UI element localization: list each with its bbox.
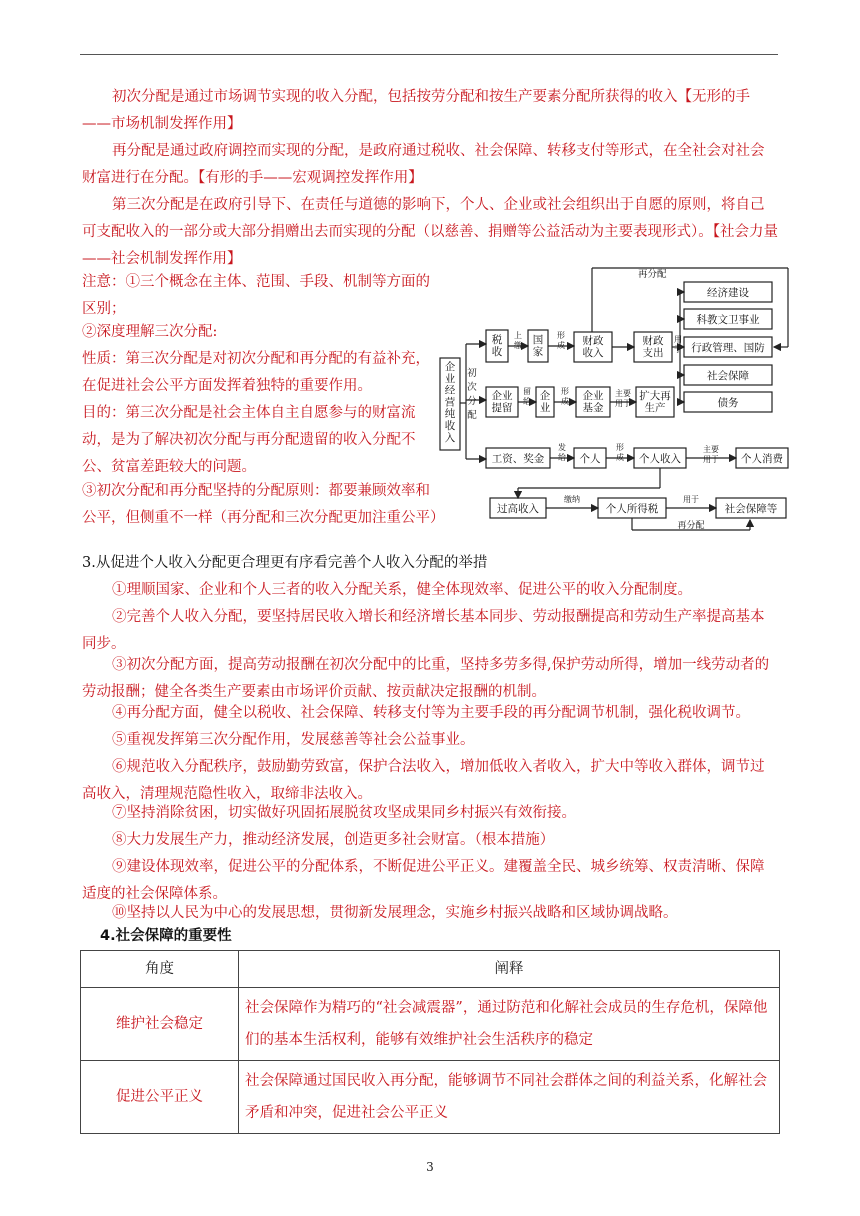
- social-security-table: [80, 950, 780, 1134]
- note-5: ③初次分配和再分配坚持的分配原则：都要兼顾效率和公平，但侧重不一样（再分配和三次分配更加注重公平）: [82, 483, 445, 526]
- section-4-heading: 4.社会保障的重要性: [100, 928, 232, 944]
- source-label: 企业经营纯收入: [444, 361, 456, 444]
- use-5-label: 债务: [717, 397, 739, 409]
- paragraph-redistribution: 再分配是通过政府调控而实现的分配，是政府通过税收、社会保障、转移支付等形式，在全社会对社会财富进行在分配。【有形的手——宏观调控发挥作用】: [82, 143, 765, 186]
- table-row: [81, 1061, 780, 1134]
- note-4: 目的：第三次分配是社会主体自主自愿参与的财富流动，是为了解决初次分配与再分配遗留的收入分配不公、贫富差距较大的问题。: [82, 405, 416, 475]
- section-3-item: ④再分配方面，健全以税收、社会保障、转移支付等为主要手段的再分配调节机制，强化税收调节。: [112, 705, 750, 721]
- section-3-heading: 3.从促进个人收入分配更合理更有序看完善个人收入分配的举措: [82, 555, 488, 571]
- table-row: [81, 988, 780, 1061]
- issue-to-label: 发给: [558, 443, 566, 462]
- section-3-item: ⑧大力发展生产力，推动经济发展，创造更多社会财富。（根本措施）: [112, 832, 555, 848]
- used-for-label-2: 用于: [683, 495, 699, 504]
- header-rule: [80, 54, 778, 55]
- mainly-used-for-label: 主要用于: [615, 389, 631, 408]
- form-label-2: 形成: [561, 387, 569, 406]
- header-angle: 角度: [81, 951, 239, 988]
- social-security-etc-label: 社会保障等: [724, 503, 778, 515]
- section-3-item: ③初次分配方面，提高劳动报酬在初次分配中的比重，坚持多劳多得,保护劳动所得，增加一线劳动者的劳动报酬；健全各类生产要素由市场评价贡献、按贡献决定报酬的机制。: [82, 657, 770, 700]
- use-1-label: 经济建设: [707, 287, 749, 299]
- note-3: 性质：第三次分配是对初次分配和再分配的有益补充，在促进社会公平方面发挥着独特的重要作用。: [82, 351, 430, 394]
- explanation-cell: 社会保障通过国民收入再分配，能够调节不同社会群体之间的利益关系，化解社会矛盾和冲突，促进社会公平正义: [239, 1061, 780, 1134]
- tax-label: 税收: [491, 334, 503, 358]
- section-3-item: ⑥规范收入分配秩序，鼓励勤劳致富，保护合法收入，增加低收入者收入，扩大中等收入群体，调节过高收入，清理规范隐性收入，取缔非法收入。: [82, 759, 765, 802]
- use-4-label: 社会保障: [707, 370, 749, 382]
- expand-production-label: 扩大再生产: [639, 390, 671, 414]
- used-for-label: 用于: [674, 335, 682, 354]
- enterprise-label: 企业: [539, 390, 551, 414]
- note-2: ②深度理解三次分配:: [82, 324, 218, 340]
- section-3-item: ②完善个人收入分配，要坚持居民收入增长和经济增长基本同步、劳动报酬提高和劳动生产率提高基本同步。: [82, 609, 765, 652]
- state-label: 国家: [532, 334, 544, 358]
- fiscal-expenditure-label: 财政支出: [642, 335, 664, 359]
- leave-to-label: 留给: [523, 387, 531, 406]
- table-header-row: [81, 951, 780, 988]
- individual-label: 个人: [579, 453, 601, 465]
- personal-consumption-label: 个人消费: [741, 453, 783, 465]
- page-number: 3: [426, 1160, 434, 1174]
- angle-cell: 维护社会稳定: [81, 988, 239, 1061]
- redistribution-top-label: 再分配: [638, 269, 667, 280]
- section-3-item: ⑦坚持消除贫困，切实做好巩固拓展脱贫攻坚成果同乡村振兴有效衔接。: [112, 805, 576, 821]
- redistribution-bottom-label: 再分配: [677, 521, 705, 531]
- section-3-item: ⑤重视发挥第三次分配作用，发展慈善等社会公益事业。: [112, 732, 475, 748]
- header-explanation: 阐释: [239, 951, 780, 988]
- explanation-cell: 社会保障作为精巧的“社会减震器”，通过防范和化解社会成员的生存危机，保障他们的基本生活权利，能够有效维护社会生活秩序的稳定: [239, 988, 780, 1061]
- enterprise-retain-label: 企业提留: [491, 390, 513, 414]
- personal-income-label: 个人收入: [639, 453, 681, 465]
- primary-distribution-label: 初次分配: [467, 368, 477, 421]
- pay-label: 缴纳: [564, 495, 580, 504]
- high-income-label: 过高收入: [497, 503, 539, 515]
- section-3-item: ⑨建设体现效率，促进公平的分配体系，不断促进公平正义。建覆盖全民、城乡统筹、权责清晰、保障适度的社会保障体系。: [82, 859, 765, 902]
- hand-in-label: 上缴: [514, 331, 522, 350]
- angle-cell: 促进公平正义: [81, 1061, 239, 1134]
- use-3-label: 行政管理、国防: [691, 342, 765, 354]
- fiscal-revenue-label: 财政收入: [582, 335, 604, 359]
- note-1: 注意：①三个概念在主体、范围、手段、机制等方面的区别；: [82, 274, 430, 317]
- income-distribution-diagram: [438, 262, 790, 534]
- section-3-item: ①理顺国家、企业和个人三者的收入分配关系，健全体现效率、促进公平的收入分配制度。: [112, 582, 692, 598]
- income-tax-label: 个人所得税: [605, 503, 659, 515]
- wages-label: 工资、奖金: [491, 453, 545, 465]
- use-2-label: 科教文卫事业: [696, 314, 760, 326]
- paragraph-third-distribution: 第三次分配是在政府引导下、在责任与道德的影响下，个人、企业或社会组织出于自愿的原则，将自己可支配收入的一部分或大部分捐赠出去而实现的分配（以慈善、捐赠等公益活动为主要表现形式）。【社会力量——社会机制发挥作用】: [82, 197, 778, 267]
- form-label-1: 形成: [557, 331, 565, 350]
- form-label-3: 形成: [616, 443, 624, 462]
- section-3-item: ⑩坚持以人民为中心的发展思想，贯彻新发展理念，实施乡村振兴战略和区域协调战略。: [112, 905, 678, 921]
- mainly-used-for-label-2: 主要用于: [703, 445, 719, 464]
- paragraph-primary-distribution: 初次分配是通过市场调节实现的收入分配，包括按劳分配和按生产要素分配所获得的收入【无形的手——市场机制发挥作用】: [82, 89, 750, 132]
- enterprise-fund-label: 企业基金: [582, 390, 604, 414]
